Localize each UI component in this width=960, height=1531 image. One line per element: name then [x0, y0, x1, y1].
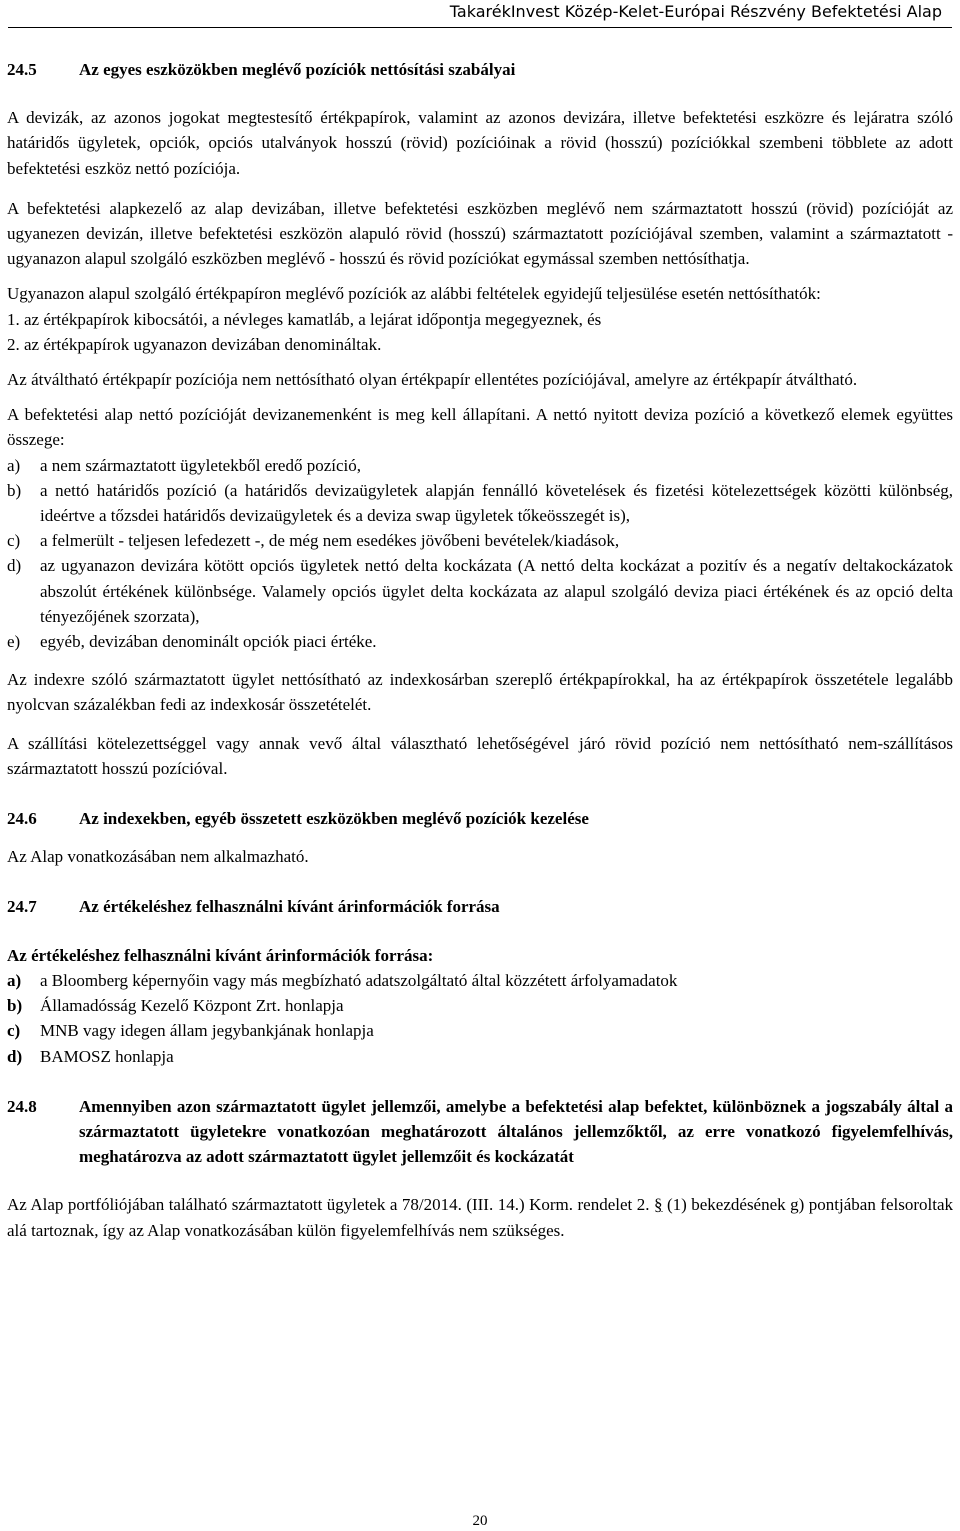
section-title: Az értékeléshez felhasználni kívánt árinformációk forrása: [79, 897, 500, 917]
section-symbol: §: [653, 1195, 663, 1215]
paragraph-not-applicable: Az Alap vonatkozásában nem alkalmazható.: [7, 847, 309, 867]
section-24-8-heading: [7, 1094, 953, 1170]
document-body: [7, 57, 953, 1243]
paragraph-fx-position: A befektetési alap nettó pozícióját devizanemenként is meg kell állapítani. A nettó nyitott deviza pozíció a következő elemek együttes összege:: [7, 405, 953, 450]
list-item-text: a felmerült - teljesen lefedezett -, de még nem esedékes jövőbeni bevételek/kiadások,: [40, 531, 620, 551]
paragraph-index-derivative: Az indexre szóló származtatott ügylet nettósítható az indexkosárban szereplő értékpapírokkal, ha az értékpapírok összetétele legalább nyolcvan százalékban fedi az indexkosár összetételét.: [7, 670, 953, 715]
list-item-text: a nem származtatott ügyletekből eredő pozíció,: [40, 455, 361, 475]
list-item-label: c): [7, 1021, 21, 1041]
list-item-label: d): [7, 1046, 23, 1066]
paragraph-net-position: A devizák, az azonos jogokat megtestesítő értékpapírok, valamint az azonos devizára, illetve befektetési eszközre és lejáratra szóló határidős ügyletek, opciók, opciós utalványok hosszú (rövid) pozícióinak a rövid (hosszú) pozíciókkal szembeni többlete az adott befektetési eszköz nettó pozíciója.: [7, 108, 953, 178]
paragraph-netting-conditions: Ugyanazon alapul szolgáló értékpapíron meglévő pozíciók az alábbi feltételek egyidejű teljesülése esetén nettósíthatók:: [7, 284, 821, 304]
list-item-label: a): [7, 455, 21, 475]
list-item: [7, 478, 953, 528]
list-item-label: c): [7, 531, 21, 551]
running-header: TakarékInvest Közép-Kelet-Európai Részvény Befektetési Alap: [449, 2, 942, 21]
section-24-6-heading: [7, 806, 953, 831]
list-item-text: a Bloomberg képernyőin vagy más megbízható adatszolgáltató által közzétett árfolyamadatok: [40, 970, 678, 990]
section-number: 24.8: [7, 1096, 37, 1116]
list-item-text: az ugyanazon devizára kötött opciós ügyletek nettó delta kockázata (A nettó delta kockázat a pozitív és a negatív deltakockázatok abszolút értékének különbsége. Valamely opciós ügylet delta kockázata az alapul szolgáló deviza piaci értékének és az opció delta tényezőjének szorzata),: [40, 556, 953, 626]
list-item-text: a nettó határidős pozíció (a határidős devizaügyletek alapján fennálló követelések és fizetési kötelezettségek közötti különbség, ideértve a tőzsdei határidős devizaügyletek és a deviza swap ügyletek tőkeösszegét is),: [40, 480, 953, 526]
condition-item-1: 1. az értékpapírok kibocsátói, a névleges kamatláb, a lejárat időpontja megegyeznek, és: [7, 309, 602, 329]
section-24-7-heading: [7, 894, 953, 919]
list-item: [7, 993, 953, 1018]
condition-item-2: 2. az értékpapírok ugyanazon devizában denomináltak.: [7, 334, 382, 354]
section-title: Amennyiben azon származtatott ügylet jellemzői, amelybe a befektetési alap befektet, különböznek a jogszabály által a származtatott ügyletekre vonatkozóan meghatározott általános jellemzőktől, az erre vonatkozó figyelemfelhívás, meghatározva az adott származtatott ügylet jellemzőit és kockázatát: [79, 1096, 953, 1167]
paragraph-convertible: Az átváltható értékpapír pozíciója nem nettósítható olyan értékpapír ellentétes pozíciójával, amelyre az értékpapír átváltható.: [7, 370, 858, 390]
list-item-label: b): [7, 996, 23, 1016]
page-number: 20: [472, 1513, 488, 1529]
section-24-5-heading: [7, 57, 953, 82]
list-item: [7, 453, 953, 478]
list-item: [7, 553, 953, 629]
section-number: 24.7: [7, 897, 37, 917]
list-item-label: e): [7, 632, 21, 652]
price-source-subtitle: Az értékeléshez felhasználni kívánt árinformációk forrása:: [7, 945, 434, 965]
header-divider: [8, 27, 952, 28]
paragraph-delivery-obligation: A szállítási kötelezettséggel vagy annak vevő által választható lehetőségével járó rövid pozíció nem nettósítható nem-szállításos származtatott hosszú pozícióval.: [7, 733, 953, 778]
list-item-text: MNB vagy idegen állam jegybankjának honlapja: [40, 1021, 374, 1041]
list-item: [7, 1018, 953, 1043]
section-title: Az indexekben, egyéb összetett eszközökben meglévő pozíciók kezelése: [79, 809, 589, 829]
paragraph-text-end: (1) bekezdésének g) pontjában felsoroltak alá tartoznak, így az Alap vonatkozásában külön figyelemfelhívás nem szükséges.: [7, 1195, 954, 1240]
section-title: Az egyes eszközökben meglévő pozíciók nettósítási szabályai: [79, 60, 516, 79]
list-item-label: b): [7, 480, 22, 500]
paragraph-derivatives-note: [7, 1192, 953, 1242]
section-number: 24.6: [7, 809, 37, 829]
list-item: [7, 1044, 953, 1069]
list-item: [7, 629, 953, 654]
list-item-text: Államadósság Kezelő Központ Zrt. honlapja: [40, 996, 344, 1016]
list-item-label: a): [7, 970, 22, 990]
paragraph-text-start: Az Alap portfóliójában található származtatott ügyletek a 78/2014. (III. 14.) Korm. rendelet 2.: [7, 1195, 654, 1215]
paragraph-netting-manager: A befektetési alapkezelő az alap devizában, illetve befektetési eszközben meglévő nem származtatott hosszú (rövid) pozícióját az ugyanezen devizán, illetve befektetési eszközön alapuló rövid (hosszú) származtatott pozíciójával szemben, valamint a származtatott - ugyanazon alapul szolgáló eszközben meglévő - hosszú és rövid pozíciókat egymással szemben nettósíthatja.: [7, 198, 953, 269]
list-item: [7, 528, 953, 553]
list-item-text: BAMOSZ honlapja: [40, 1046, 174, 1066]
list-item-label: d): [7, 556, 22, 576]
list-item: [7, 968, 953, 993]
section-number: 24.5: [7, 60, 37, 79]
list-item-text: egyéb, devizában denominált opciók piaci értéke.: [40, 632, 377, 652]
